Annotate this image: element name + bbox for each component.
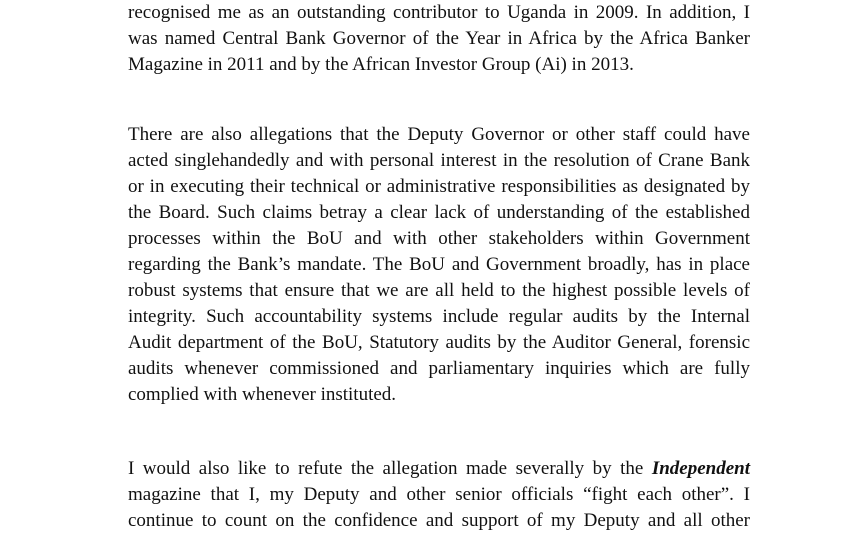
- text-line: robust systems that ensure that we are all held to the highest possible levels of: [128, 280, 750, 301]
- text-line: was named Central Bank Governor of the Year in Africa by the Africa Banker: [128, 28, 750, 49]
- text-run: I would also like to refute the allegation made severally by the: [128, 458, 644, 479]
- text-line: magazine that I, my Deputy and other senior officials “fight each other”. I: [128, 484, 750, 505]
- text-line: integrity. Such accountability systems include regular audits by the Internal: [128, 306, 750, 327]
- text-line: continue to count on the confidence and support of my Deputy and all other: [128, 510, 750, 531]
- text-line: audits whenever commissioned and parliamentary inquiries which are fully: [128, 358, 750, 379]
- text-line: acted singlehandedly and with personal interest in the resolution of Crane Bank: [128, 150, 750, 171]
- emphasized-text: Independent: [651, 458, 750, 479]
- text-line: Magazine in 2011 and by the African Investor Group (Ai) in 2013.: [128, 54, 634, 75]
- text-line: [128, 456, 750, 482]
- text-line: processes within the BoU and with other stakeholders within Government: [128, 228, 750, 249]
- text-line: regarding the Bank’s mandate. The BoU and Government broadly, has in place: [128, 254, 750, 275]
- text-line: or in executing their technical or administrative responsibilities as designated by: [128, 176, 750, 197]
- text-line: the Board. Such claims betray a clear lack of understanding of the established: [128, 202, 750, 223]
- text-line: There are also allegations that the Deputy Governor or other staff could have: [128, 124, 750, 145]
- text-line: complied with whenever instituted.: [128, 384, 397, 405]
- text-line: Audit department of the BoU, Statutory audits by the Auditor General, forensic: [128, 332, 750, 353]
- text-line: recognised me as an outstanding contributor to Uganda in 2009. In addition, I: [128, 2, 750, 23]
